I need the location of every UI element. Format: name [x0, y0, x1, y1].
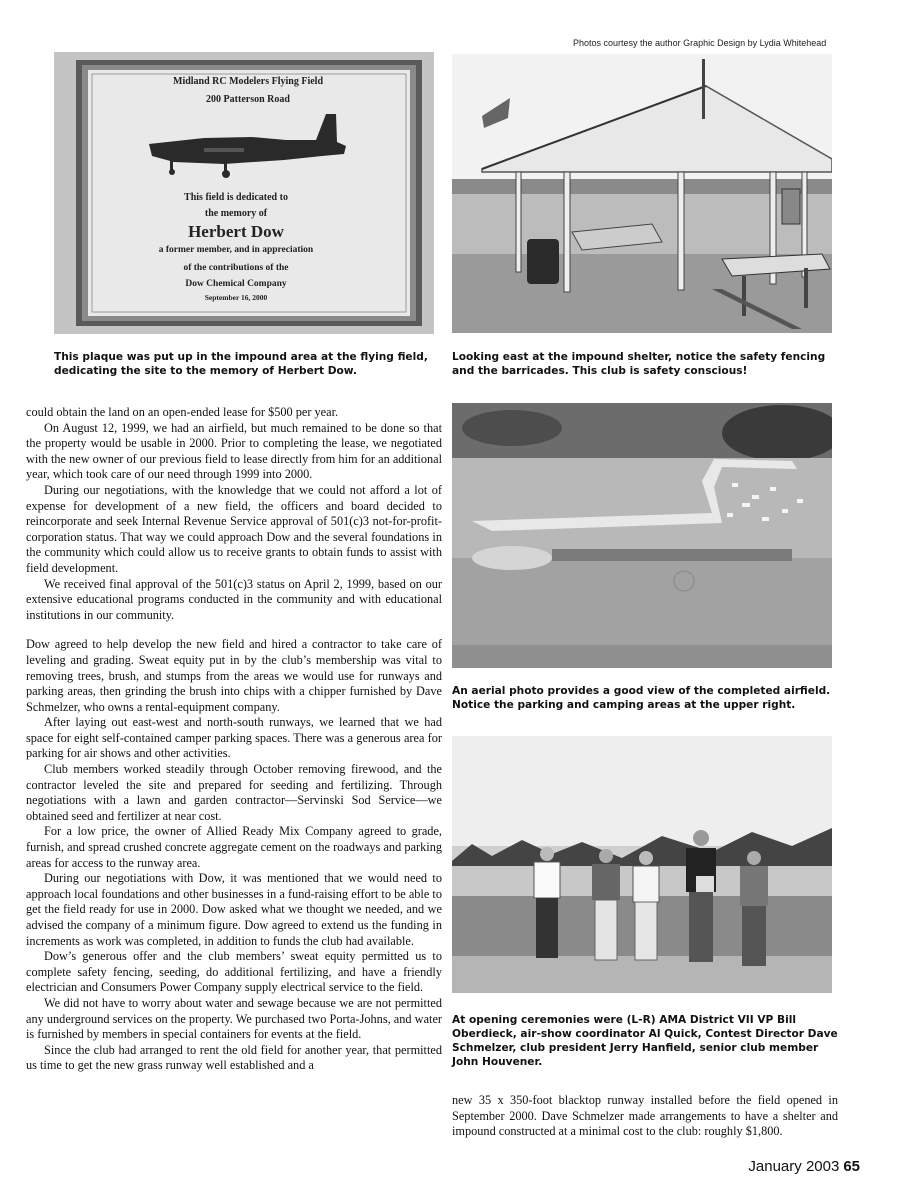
plaque-line4: the memory of: [204, 208, 268, 219]
body-paragraph: During our negotiations, with the knowledge that we could not afford a lot of expense for development of a new field, the officers and board decided to reincorporate and seek Internal Revenue Service approval of 501(c)3 not-for-profit-corporation status. That way we could approach Dow and the several foundations in the community which could allow us to receive grants to obtain funds to assist with field development.: [26, 482, 442, 575]
body-paragraph: On August 12, 1999, we had an airfield, but much remained to be done so that the property would be usable in 2000. Prior to completing the lease, we negotiated with the new owner of our previous field to lease directly from him for an additional year, which took care of our need through 1999 into 2000.: [26, 420, 442, 482]
plaque-line5: a former member, and in appreciation: [158, 245, 314, 255]
caption-ceremony: At opening ceremonies were (L-R) AMA District VII VP Bill Oberdieck, air-show coordinator Al Quick, Contest Director Dave Schmelzer, club president Jerry Hanfield, senior club member John Houvener.: [452, 1014, 838, 1068]
caption-plaque: This plaque was put up in the impound area at the flying field, dedicating the site to the memory of Herbert Dow.: [54, 351, 428, 377]
body-paragraph: Since the club had arranged to rent the old field for another year, that permitted us time to get the new grass runway well established and a: [26, 1042, 442, 1073]
plaque-date: September 16, 2000: [204, 293, 268, 302]
caption-shelter: Looking east at the impound shelter, notice the safety fencing and the barricades. This club is safety conscious!: [452, 351, 826, 377]
plaque-line2: 200 Patterson Road: [206, 94, 290, 105]
issue-date: January 2003: [748, 1158, 840, 1175]
plaque-name: Herbert Dow: [188, 222, 284, 241]
body-paragraph: For a low price, the owner of Allied Ready Mix Company agreed to grade, furnish, and spread crushed concrete aggregate cement on the roadways and parking areas for access to the runway area.: [26, 824, 442, 870]
page-number: 65: [843, 1158, 860, 1175]
plaque-photo: [54, 52, 434, 334]
article-body-left: [26, 405, 442, 1074]
aerial-photo: [452, 403, 832, 668]
body-paragraph: Club members worked steadily through October removing firewood, and the contractor leveled the site and prepared for seeding and fertilizing. Through negotiations with a lawn and garden contractor—Servinski Sod Service—we obtained seed and fertilizer at near cost.: [26, 762, 442, 823]
body-paragraph: During our negotiations with Dow, it was mentioned that we would need to approach local foundations and other businesses in a fund-raising effort to be able to get the field ready for use in 2000. Dow asked what we thought we needed, and we advised the company of a minimum figure. Dow agreed to extend us the funding in increments as work was completed, in addition to funds the club had available.: [26, 871, 442, 948]
plaque-line7: Dow Chemical Company: [185, 279, 287, 289]
article-continuation: new 35 x 350-foot blacktop runway installed before the field opened in September 2000. Dave Schmelzer made arrangements to have a shelter and impound constructed at a minimal cost to the club: roughly $1,800.: [452, 1093, 838, 1139]
plaque-line3: This field is dedicated to: [184, 192, 288, 203]
ceremony-photo: [452, 736, 832, 993]
body-paragraph: could obtain the land on an open-ended lease for $500 per year.: [26, 405, 339, 419]
plaque-line1: Midland RC Modelers Flying Field: [173, 76, 323, 87]
body-paragraph: We did not have to worry about water and sewage because we are not permitted any underground services on the property. We purchased two Porta-Johns, and water is furnished by members in special containers for events at the field.: [26, 995, 442, 1042]
page-footer: [748, 1158, 860, 1175]
photo-credit: Photos courtesy the author Graphic Design by Lydia Whitehead: [573, 38, 827, 48]
body-paragraph: Dow’s generous offer and the club members’ sweat equity permitted us to complete safety fencing, seeding, do additional fertilizing, and have a friendly electrician and Consumers Power Company supply electrical service to the field.: [26, 949, 442, 995]
body-paragraph: After laying out east-west and north-south runways, we learned that we had space for eight self-contained camper parking spaces. There was a generous area for parking for air shows and other activities.: [26, 715, 442, 761]
plaque-line6: of the contributions of the: [183, 263, 289, 273]
caption-aerial: An aerial photo provides a good view of the completed airfield. Notice the parking and camping areas at the upper right.: [452, 685, 831, 711]
body-paragraph: Dow agreed to help develop the new field and hired a contractor to take care of leveling and grading. Sweat equity put in by the club’s membership was vital to removing trees, brush, and stumps from the areas we would use for runways and parking areas, then grinding the brush into chips with a chipper furnished by Dave Schmelzer, who owns a rental-equipment company.: [26, 637, 442, 714]
shelter-photo: [452, 54, 832, 333]
body-paragraph: We received final approval of the 501(c)3 status on April 2, 1999, based on our extensive educational programs conducted in the community and with educational institutions in our community.: [26, 576, 442, 622]
